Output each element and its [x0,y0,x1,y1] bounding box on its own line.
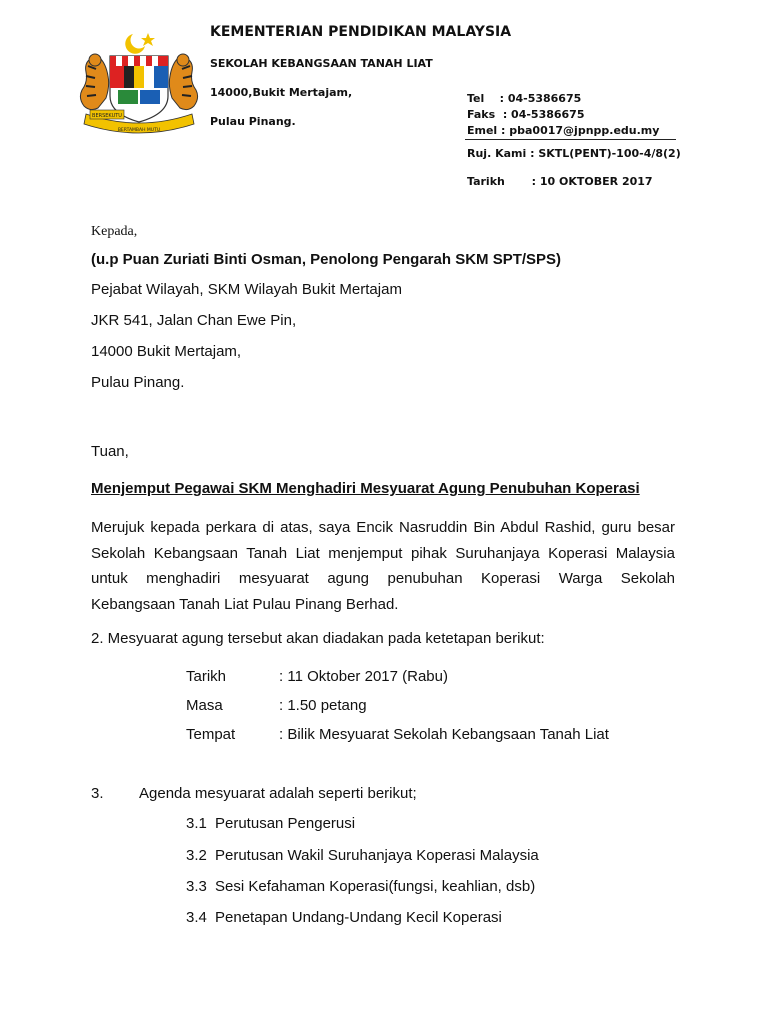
coat-of-arms-logo [78,30,200,142]
school-address-line1: 14000,Bukit Mertajam, [210,86,353,99]
recipient-attention: (u.p Puan Zuriati Binti Osman, Penolong Pengarah SKM SPT/SPS) [91,251,562,268]
tel-number: Tel : 04-5386675 [467,92,582,105]
agenda-item-number: 3.3 [186,878,207,895]
detail-value-date: : 11 Oktober 2017 (Rabu) [279,668,448,685]
recipient-line3: 14000 Bukit Mertajam, [91,343,242,360]
header-divider [465,139,676,140]
agenda-item-text: Sesi Kefahaman Koperasi(fungsi, keahlian, dsb) [215,878,536,895]
email-address: Emel : pba0017@jpnpp.edu.my [467,124,660,137]
body-paragraph-1 [91,515,675,618]
crest-motto-right: BERTAMBAH MUTU [117,128,161,133]
detail-label-time: Masa [186,697,223,714]
agenda-item-text: Perutusan Wakil Suruhanjaya Koperasi Malaysia [215,847,539,864]
agenda-item-text: Perutusan Pengerusi [215,815,356,832]
ministry-name: KEMENTERIAN PENDIDIKAN MALAYSIA [210,24,512,40]
agenda-item-number: 3.1 [186,815,207,832]
body-paragraph-1-last-line: Kebangsaan Tanah Liat Pulau Pinang Berhad. [91,596,399,614]
body-paragraph-3: Agenda mesyuarat adalah seperti berikut; [139,785,417,802]
letter-date: Tarikh : 10 OKTOBER 2017 [467,175,653,188]
detail-value-venue: : Bilik Mesyuarat Sekolah Kebangsaan Tanah Liat [279,726,609,743]
kepada-label: Kepada, [91,224,138,239]
agenda-item-number: 3.4 [186,909,207,926]
body-paragraph-2: 2. Mesyuarat agung tersebut akan diadakan pada ketetapan berikut: [91,630,545,647]
recipient-line4: Pulau Pinang. [91,374,185,391]
detail-value-time: : 1.50 petang [279,697,367,714]
recipient-line1: Pejabat Wilayah, SKM Wilayah Bukit Mertajam [91,281,402,298]
crest-motto-left: BERSEKUTU [92,113,122,119]
agenda-item-text: Penetapan Undang-Undang Kecil Koperasi [215,909,502,926]
agenda-item-number: 3.2 [186,847,207,864]
body-paragraph-1-text: Merujuk kepada perkara di atas, saya Encik Nasruddin Bin Abdul Rashid, guru besar Sekolah Kebangsaan Tanah Liat menjemput pihak Suruhanjaya Koperasi Malaysia untuk menghadiri mesyuarat agung penubuhan Koperasi Warga Sekolah [91,519,675,588]
reference-number: Ruj. Kami : SKTL(PENT)-100-4/8(2) [467,147,681,160]
salutation: Tuan, [91,443,129,460]
school-name: SEKOLAH KEBANGSAAN TANAH LIAT [210,57,433,70]
detail-label-date: Tarikh [186,668,227,685]
paragraph-3-number: 3. [91,785,104,802]
detail-label-venue: Tempat [186,726,236,743]
school-address-line2: Pulau Pinang. [210,115,296,128]
letter-subject: Menjemput Pegawai SKM Menghadiri Mesyuarat Agung Penubuhan Koperasi [91,480,640,497]
recipient-line2: JKR 541, Jalan Chan Ewe Pin, [91,312,297,329]
fax-number: Faks : 04-5386675 [467,108,585,121]
